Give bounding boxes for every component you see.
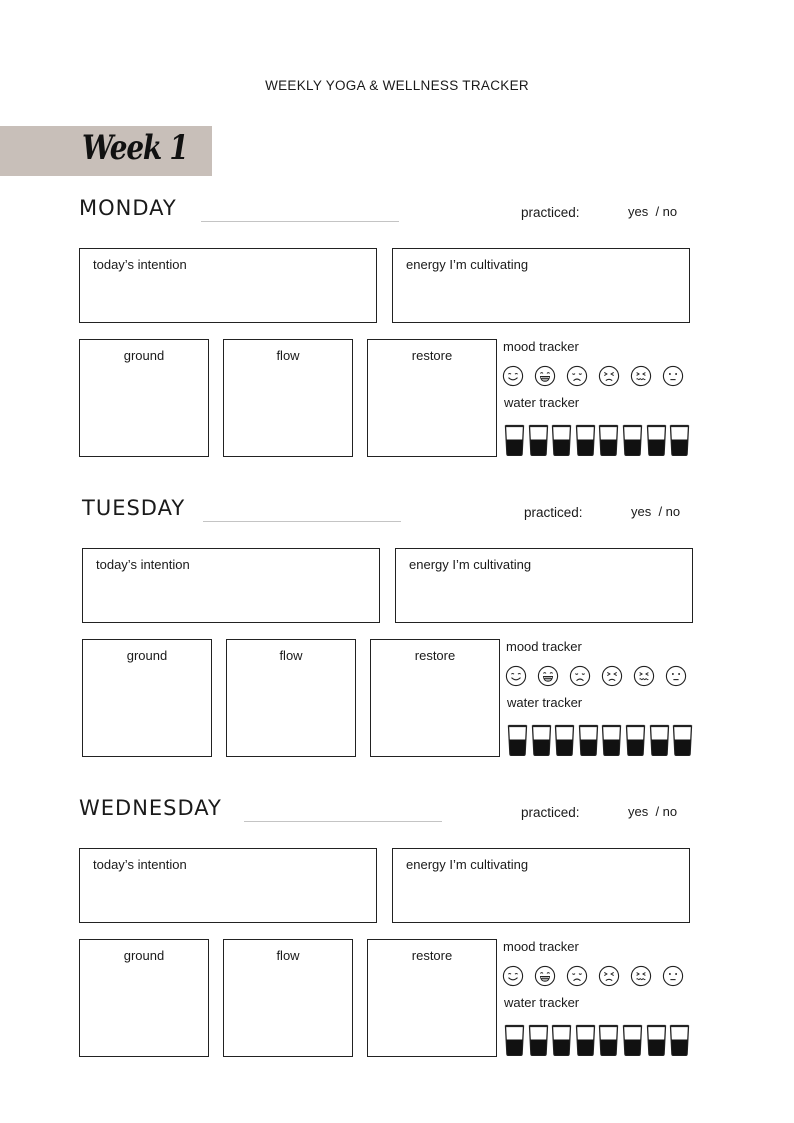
energy-label: energy I’m cultivating (409, 557, 532, 572)
ground-label: ground (123, 948, 165, 963)
practiced-yes-no[interactable]: yes / no (631, 504, 681, 519)
sad-icon[interactable] (569, 665, 591, 687)
mood-tracker-label: mood tracker (503, 939, 579, 954)
ground-label: ground (123, 348, 165, 363)
restore-label: restore (411, 948, 453, 963)
week-banner (0, 126, 212, 176)
practiced-yes-no[interactable]: yes / no (628, 204, 678, 219)
water-glass-icon[interactable] (554, 722, 575, 756)
water-glass-icon[interactable] (551, 422, 572, 456)
water-glass-icon[interactable] (669, 1022, 690, 1056)
week-label: Week 1 (82, 128, 188, 168)
day-name: MONDAY (79, 196, 177, 220)
neutral-icon[interactable] (662, 365, 684, 387)
intention-label: today’s intention (93, 257, 187, 272)
water-glass-icon[interactable] (625, 722, 646, 756)
frustrated-icon[interactable] (598, 365, 620, 387)
flow-box[interactable] (223, 339, 353, 457)
water-glass-icon[interactable] (598, 1022, 619, 1056)
practiced-label: practiced: (521, 805, 580, 820)
day-name: WEDNESDAY (79, 796, 222, 820)
water-glass-icon[interactable] (551, 1022, 572, 1056)
water-glass-icon[interactable] (646, 1022, 667, 1056)
day-section-monday (79, 196, 691, 458)
neutral-icon[interactable] (665, 665, 687, 687)
ground-label: ground (126, 648, 168, 663)
day-section-wednesday (79, 796, 691, 1058)
mood-tracker-label: mood tracker (506, 639, 582, 654)
water-glass-icon[interactable] (598, 422, 619, 456)
day-name: TUESDAY (82, 496, 186, 520)
practiced-label: practiced: (524, 505, 583, 520)
sad-icon[interactable] (566, 965, 588, 987)
water-tracker-label: water tracker (507, 695, 583, 710)
restore-box[interactable] (370, 639, 500, 757)
flow-box[interactable] (223, 939, 353, 1057)
water-glass-icon[interactable] (507, 722, 528, 756)
water-glass-icon[interactable] (646, 422, 667, 456)
practiced-label: practiced: (521, 205, 580, 220)
intention-box[interactable] (79, 248, 377, 323)
energy-label: energy I’m cultivating (406, 257, 529, 272)
restore-label: restore (414, 648, 456, 663)
flow-box[interactable] (226, 639, 356, 757)
grin-icon[interactable] (534, 965, 556, 987)
smile-icon[interactable] (502, 365, 524, 387)
water-glass-icon[interactable] (672, 722, 693, 756)
day-section-tuesday (82, 496, 694, 758)
energy-box[interactable] (395, 548, 693, 623)
energy-label: energy I’m cultivating (406, 857, 529, 872)
sad-icon[interactable] (566, 365, 588, 387)
neutral-icon[interactable] (662, 965, 684, 987)
water-glass-icon[interactable] (622, 1022, 643, 1056)
intention-label: today’s intention (96, 557, 190, 572)
worried-icon[interactable] (630, 365, 652, 387)
flow-label: flow (276, 348, 300, 363)
flow-label: flow (276, 948, 300, 963)
restore-box[interactable] (367, 339, 497, 457)
water-glass-icon[interactable] (528, 1022, 549, 1056)
water-glass-icon[interactable] (528, 422, 549, 456)
intention-label: today’s intention (93, 857, 187, 872)
restore-label: restore (411, 348, 453, 363)
worried-icon[interactable] (633, 665, 655, 687)
ground-box[interactable] (82, 639, 212, 757)
restore-box[interactable] (367, 939, 497, 1057)
water-glass-icon[interactable] (578, 722, 599, 756)
energy-box[interactable] (392, 248, 690, 323)
frustrated-icon[interactable] (601, 665, 623, 687)
smile-icon[interactable] (502, 965, 524, 987)
water-glass-icon[interactable] (504, 1022, 525, 1056)
day-notes-line[interactable] (244, 821, 442, 822)
water-tracker-label: water tracker (504, 995, 580, 1010)
grin-icon[interactable] (534, 365, 556, 387)
practiced-yes-no[interactable]: yes / no (628, 804, 678, 819)
ground-box[interactable] (79, 339, 209, 457)
water-glass-icon[interactable] (601, 722, 622, 756)
mood-tracker-label: mood tracker (503, 339, 579, 354)
water-glass-icon[interactable] (649, 722, 670, 756)
energy-box[interactable] (392, 848, 690, 923)
water-glass-icon[interactable] (575, 1022, 596, 1056)
ground-box[interactable] (79, 939, 209, 1057)
page-title: WEEKLY YOGA & WELLNESS TRACKER (265, 78, 529, 93)
flow-label: flow (279, 648, 303, 663)
day-notes-line[interactable] (201, 221, 399, 222)
smile-icon[interactable] (505, 665, 527, 687)
grin-icon[interactable] (537, 665, 559, 687)
water-glass-icon[interactable] (622, 422, 643, 456)
frustrated-icon[interactable] (598, 965, 620, 987)
water-glass-icon[interactable] (531, 722, 552, 756)
water-glass-icon[interactable] (504, 422, 525, 456)
intention-box[interactable] (79, 848, 377, 923)
worried-icon[interactable] (630, 965, 652, 987)
intention-box[interactable] (82, 548, 380, 623)
day-notes-line[interactable] (203, 521, 401, 522)
water-glass-icon[interactable] (575, 422, 596, 456)
water-tracker-label: water tracker (504, 395, 580, 410)
water-glass-icon[interactable] (669, 422, 690, 456)
